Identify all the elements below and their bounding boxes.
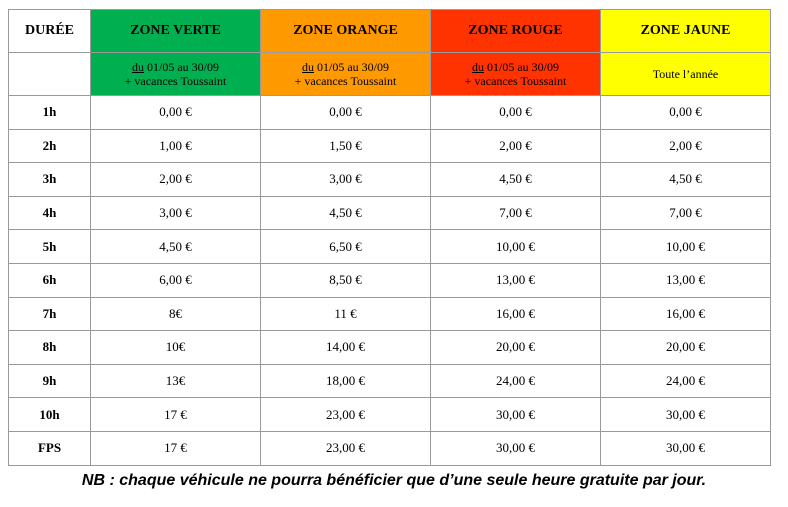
price-cell: 23,00 €	[261, 431, 431, 465]
duree-cell: 1h	[9, 96, 91, 130]
price-cell: 10,00 €	[601, 230, 771, 264]
price-cell: 2,00 €	[431, 129, 601, 163]
price-cell: 17 €	[91, 398, 261, 432]
table-row	[9, 230, 771, 264]
price-cell: 4,50 €	[431, 163, 601, 197]
period-text: Toute l’année	[652, 67, 719, 81]
table-row	[9, 431, 771, 465]
table-row	[9, 398, 771, 432]
table-row	[9, 163, 771, 197]
duree-cell: 8h	[9, 331, 91, 365]
duree-cell: 3h	[9, 163, 91, 197]
price-cell: 3,00 €	[261, 163, 431, 197]
period-extra: + vacances Toussaint	[124, 74, 227, 88]
tarif-table-container	[8, 9, 771, 466]
price-cell: 6,50 €	[261, 230, 431, 264]
zone-jaune-header: ZONE JAUNE	[601, 10, 771, 53]
table-row	[9, 297, 771, 331]
duree-cell: 7h	[9, 297, 91, 331]
price-cell: 4,50 €	[601, 163, 771, 197]
price-cell: 2,00 €	[601, 129, 771, 163]
zone-orange-header: ZONE ORANGE	[261, 10, 431, 53]
price-cell: 13€	[91, 364, 261, 398]
price-cell: 13,00 €	[431, 263, 601, 297]
zone-verte-header: ZONE VERTE	[91, 10, 261, 53]
table-row	[9, 263, 771, 297]
price-cell: 6,00 €	[91, 263, 261, 297]
duree-cell: 2h	[9, 129, 91, 163]
price-cell: 7,00 €	[601, 196, 771, 230]
table-row	[9, 364, 771, 398]
table-row	[9, 331, 771, 365]
period-range: 01/05 au 30/09	[314, 60, 389, 74]
price-cell: 24,00 €	[601, 364, 771, 398]
duree-cell: 10h	[9, 398, 91, 432]
table-row	[9, 96, 771, 130]
table-row	[9, 129, 771, 163]
price-cell: 11 €	[261, 297, 431, 331]
price-cell: 30,00 €	[601, 431, 771, 465]
duree-header: DURÉE	[9, 10, 91, 53]
zone-jaune-period	[601, 53, 771, 96]
table-row	[9, 196, 771, 230]
price-cell: 10,00 €	[431, 230, 601, 264]
period-range: 01/05 au 30/09	[144, 60, 219, 74]
period-range: 01/05 au 30/09	[484, 60, 559, 74]
price-cell: 16,00 €	[601, 297, 771, 331]
period-extra: + vacances Toussaint	[464, 74, 567, 88]
price-cell: 30,00 €	[601, 398, 771, 432]
period-extra: + vacances Toussaint	[294, 74, 397, 88]
header-row	[9, 10, 771, 53]
tarif-table	[8, 9, 771, 466]
price-cell: 0,00 €	[431, 96, 601, 130]
price-cell: 1,00 €	[91, 129, 261, 163]
zone-orange-period	[261, 53, 431, 96]
duree-cell: 5h	[9, 230, 91, 264]
period-row	[9, 53, 771, 96]
price-cell: 0,00 €	[261, 96, 431, 130]
price-cell: 1,50 €	[261, 129, 431, 163]
price-cell: 7,00 €	[431, 196, 601, 230]
period-du: du	[302, 60, 314, 74]
price-cell: 17 €	[91, 431, 261, 465]
price-cell: 18,00 €	[261, 364, 431, 398]
price-cell: 20,00 €	[431, 331, 601, 365]
price-cell: 0,00 €	[91, 96, 261, 130]
period-du: du	[132, 60, 144, 74]
price-cell: 3,00 €	[91, 196, 261, 230]
price-cell: 8€	[91, 297, 261, 331]
price-cell: 30,00 €	[431, 431, 601, 465]
price-cell: 8,50 €	[261, 263, 431, 297]
price-cell: 0,00 €	[601, 96, 771, 130]
price-cell: 20,00 €	[601, 331, 771, 365]
price-cell: 23,00 €	[261, 398, 431, 432]
price-cell: 13,00 €	[601, 263, 771, 297]
price-cell: 10€	[91, 331, 261, 365]
duree-cell: 4h	[9, 196, 91, 230]
duree-cell: FPS	[9, 431, 91, 465]
period-du: du	[472, 60, 484, 74]
price-cell: 14,00 €	[261, 331, 431, 365]
zone-verte-period	[91, 53, 261, 96]
duree-cell: 6h	[9, 263, 91, 297]
zone-rouge-period	[431, 53, 601, 96]
price-cell: 4,50 €	[261, 196, 431, 230]
zone-rouge-header: ZONE ROUGE	[431, 10, 601, 53]
footnote: NB : chaque véhicule ne pourra bénéficier que d’une seule heure gratuite par jour.	[81, 472, 707, 489]
price-cell: 4,50 €	[91, 230, 261, 264]
duree-cell: 9h	[9, 364, 91, 398]
period-empty-cell	[9, 53, 91, 96]
price-cell: 16,00 €	[431, 297, 601, 331]
price-cell: 2,00 €	[91, 163, 261, 197]
price-cell: 30,00 €	[431, 398, 601, 432]
price-cell: 24,00 €	[431, 364, 601, 398]
